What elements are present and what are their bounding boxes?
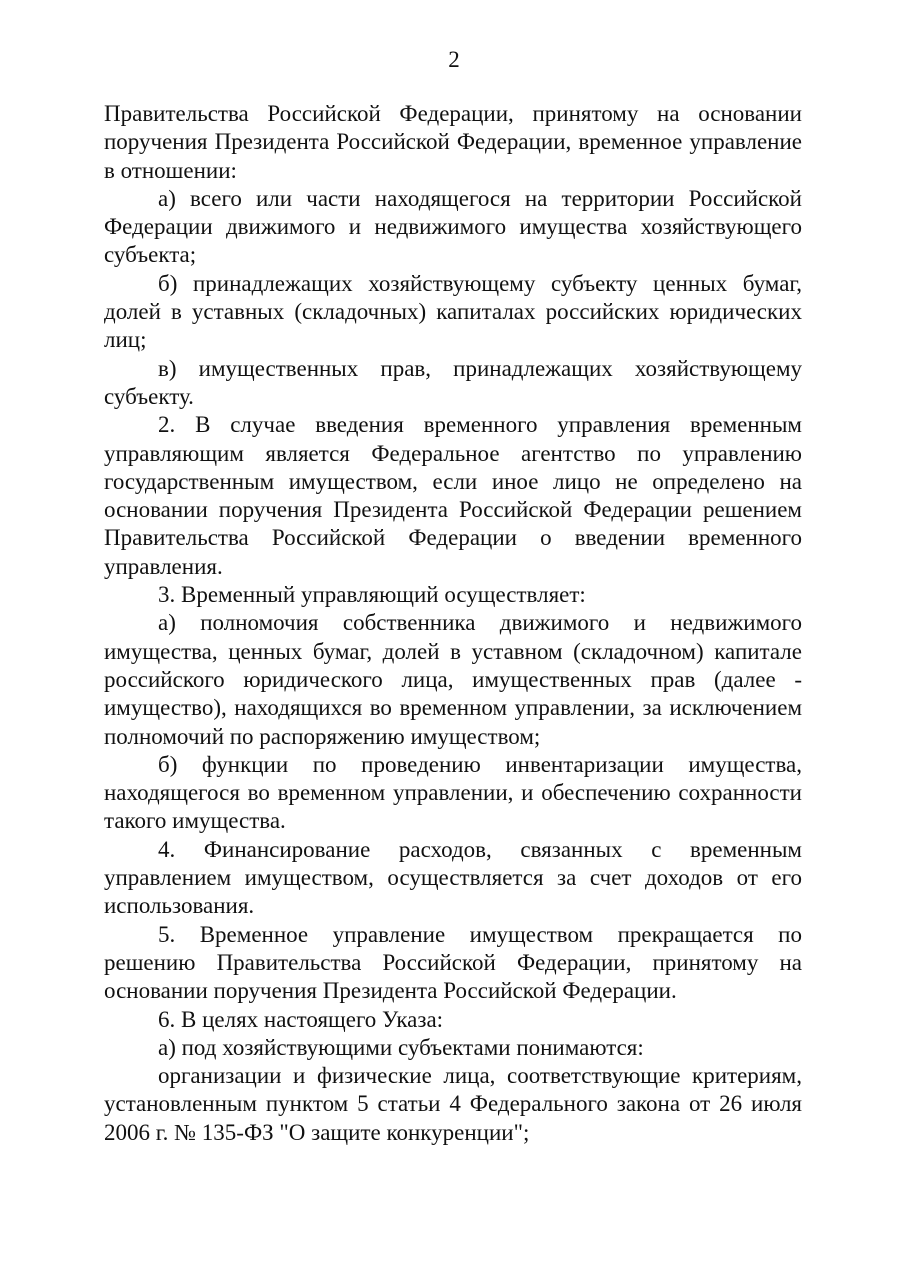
document-body [104, 100, 802, 1147]
paragraph-clause-6-a-detail: организации и физические лица, соответствующие критериям, установленным пунктом 5 статьи 4 Федерального закона от 26 июля 2006 г. № 135-ФЗ "О защите конкуренции"; [104, 1063, 802, 1145]
paragraph-item-a: а) всего или части находящегося на территории Российской Федерации движимого и недвижимого имущества хозяйствующего субъекта; [104, 185, 802, 268]
paragraph-clause-2: 2. В случае введения временного управления временным управляющим является Федеральное агентство по управлению государственным имуществом, если иное лицо не определено на основании поручения Президента Российской Федерации решением Правительства Российской Федерации о введении временного управления. [104, 412, 802, 579]
paragraph-clause-4: 4. Финансирование расходов, связанных с временным управлением имуществом, осуществляется за счет доходов от его использования. [104, 836, 802, 919]
paragraph-item-b: б) принадлежащих хозяйствующему субъекту ценных бумаг, долей в уставных (складочных) капиталах российских юридических лиц; [104, 270, 802, 353]
paragraph-clause-3-b: б) функции по проведению инвентаризации имущества, находящегося во временном управлении, и обеспечению сохранности такого имущества. [104, 751, 802, 834]
paragraph-item-v: в) имущественных прав, принадлежащих хозяйствующему субъекту. [104, 355, 802, 409]
paragraph-clause-6-a: а) под хозяйствующими субъектами понимаются: [158, 1034, 644, 1060]
paragraph-continuation: Правительства Российской Федерации, принятому на основании поручения Президента Российской Федерации, временное управление в отношении: [104, 101, 802, 183]
paragraph-clause-3: 3. Временный управляющий осуществляет: [158, 582, 586, 608]
page-number: 2 [448, 47, 460, 72]
paragraph-clause-3-a: а) полномочия собственника движимого и недвижимого имущества, ценных бумаг, долей в уставном (складочном) капитале российского юридического лица, имущественных прав (далее - имущество), находящихся во временном управлении, за исключением полномочий по распоряжению имуществом; [104, 610, 802, 749]
paragraph-clause-6: 6. В целях настоящего Указа: [158, 1006, 444, 1032]
paragraph-clause-5: 5. Временное управление имуществом прекращается по решению Правительства Российской Федерации, принятому на основании поручения Президента Российской Федерации. [104, 921, 802, 1004]
